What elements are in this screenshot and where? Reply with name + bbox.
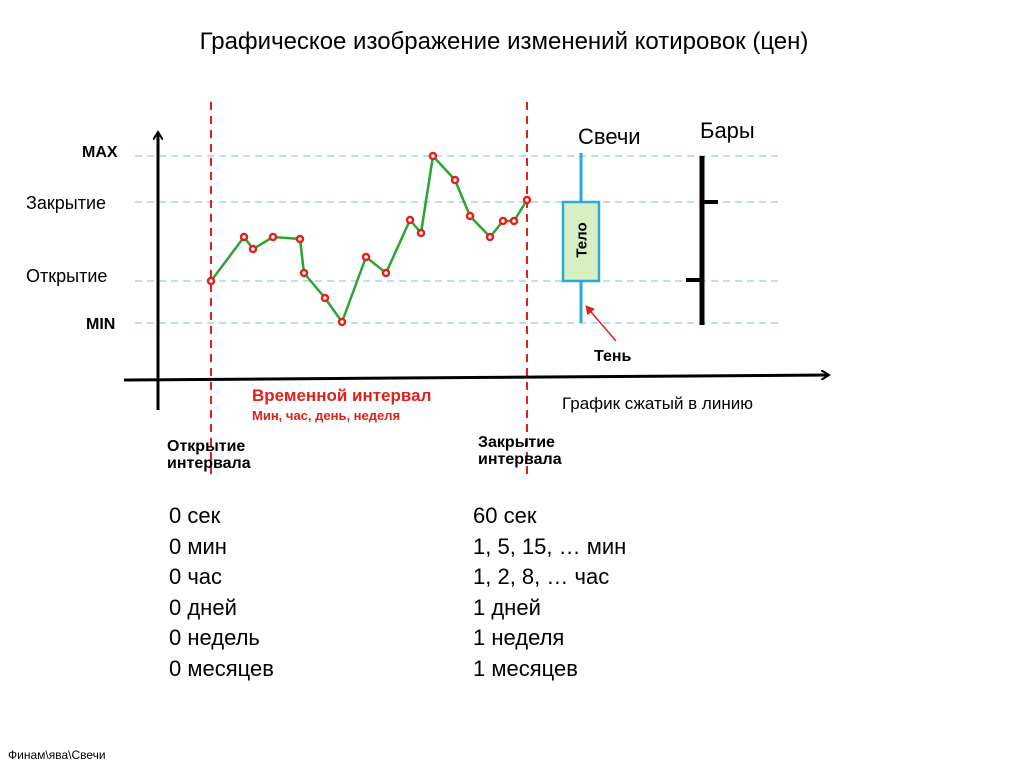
interval-close-line2: интервала (478, 451, 562, 468)
time-interval-units: Мин, час, день, неделя (252, 408, 401, 423)
list-item: 1 месяцев (473, 655, 578, 681)
candle-body-label: Тело (573, 222, 591, 258)
close-level-label: Закрытие (26, 193, 107, 213)
page-title: Графическое изображение изменений котировок (цен) (199, 28, 809, 55)
list-item: 1 неделя (473, 625, 565, 650)
interval-close-line1: Закрытие (478, 434, 555, 451)
compressed-chart-label: График сжатый в линию (562, 394, 753, 413)
price-point (339, 319, 345, 325)
list-item: 0 мин (169, 533, 227, 559)
list-item: 0 месяцев (169, 655, 274, 681)
price-point (322, 295, 328, 301)
list-item: 1, 5, 15, … мин (473, 533, 627, 559)
price-point (383, 270, 389, 276)
price-point (270, 234, 276, 240)
price-point (500, 218, 506, 224)
list-item: 0 недель (169, 625, 260, 650)
price-point (511, 218, 517, 224)
price-point (452, 177, 458, 183)
price-point (418, 230, 424, 236)
price-point (524, 197, 530, 203)
max-level-label: MAX (82, 144, 118, 161)
price-point (301, 270, 307, 276)
time-axis (124, 375, 829, 380)
list-item: 1, 2, 8, … час (473, 564, 610, 589)
price-point (467, 213, 473, 219)
list-item: 0 дней (169, 594, 237, 620)
price-point (250, 246, 256, 252)
interval-open-heading (167, 438, 251, 472)
price-point (430, 153, 436, 159)
price-line (211, 156, 527, 322)
min-level-label: MIN (86, 316, 116, 333)
price-point (363, 254, 369, 260)
price-point (297, 236, 303, 242)
time-interval-title: Временной интервал (252, 386, 432, 405)
footer-path: Финам\ява\Свечи (8, 748, 106, 762)
shadow-label: Тень (594, 348, 632, 365)
list-item: 0 сек (169, 503, 221, 528)
shadow-arrow (586, 306, 616, 341)
list-item: 0 час (169, 564, 223, 589)
list-item: 60 сек (473, 503, 537, 528)
price-point (241, 234, 247, 240)
interval-open-line2: интервала (167, 455, 251, 472)
close-values-list (473, 501, 626, 684)
price-point (487, 234, 493, 240)
open-values-list (169, 501, 274, 684)
interval-close-heading (478, 434, 562, 468)
open-level-label: Открытие (26, 266, 108, 286)
interval-open-line1: Открытие (167, 438, 246, 455)
list-item: 1 дней (473, 594, 541, 620)
price-points (208, 153, 530, 325)
candles-label: Свечи (578, 124, 641, 149)
bars-label: Бары (700, 118, 755, 143)
price-point (208, 278, 214, 284)
price-point (407, 217, 413, 223)
